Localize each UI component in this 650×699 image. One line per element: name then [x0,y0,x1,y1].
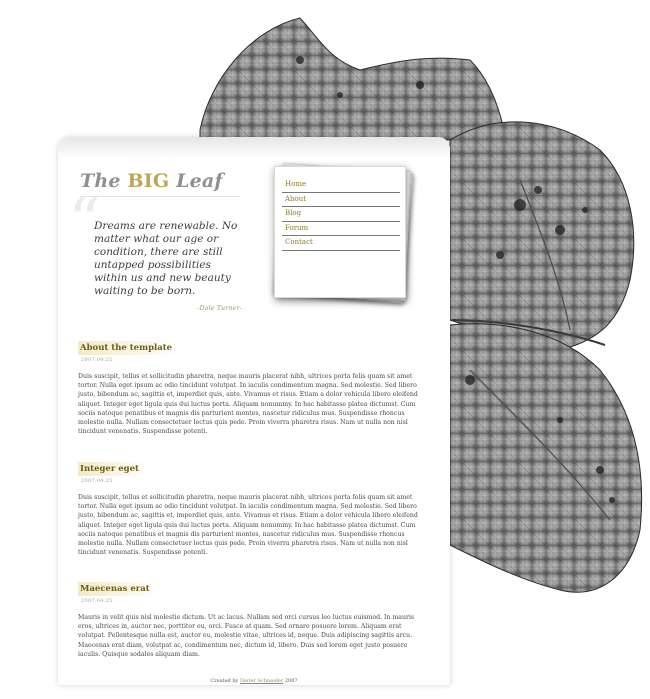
nav-item-home[interactable]: Home [282,178,400,193]
quote-text: Dreams are renewable. No matter what our age or condition, there are still untapped possibilities within us and new beauty waiting to be born. [94,220,238,297]
article-title[interactable]: Integer eget [78,462,145,476]
site-title-text: The [80,170,128,192]
title-divider [80,196,240,197]
main-navigation [282,178,400,251]
quote-author: -Dale Turner- [197,305,242,312]
nav-item-forum[interactable]: Forum [282,222,400,237]
nav-item-blog[interactable]: Blog [282,207,400,222]
nav-item-contact[interactable]: Contact [282,236,400,251]
article [78,456,420,557]
article-body: Duis suscipit, tellus et sollicitudin pharetra, neque mauris placerat nibh, ultrices porta felis quam sit amet tortor. Nulla eget ipsum ac odio tincidunt volutpat. In iaculis condimentum magna. Sed molestie. Sed libero justo, bibendum ac, sagittis et, imperdiet quis, ante. Vivamus et risus. Etiam a dolor vehicula libero eleifend aliquet. Integer eget ligula quis dui luctus porta. Aliquam nonummy. In hac habitasse platea dictumst. Cum sociis natoque penatibus et magnis dis parturient montes, nascetur ridiculus mus. Suspendisse rhoncus molestie nulla. Nullam consectetuer lectus quis pede. Proin viverra pharetra risus. Nam ut nulla non nisl tincidunt venenatis. Suspendisse potenti. [78,373,418,436]
footer [58,678,450,684]
article [78,576,420,659]
opening-quote-icon: “ [68,185,101,259]
footer-prefix: Created by [210,678,240,684]
site-title[interactable] [80,170,223,192]
footer-author-link[interactable]: Dieter Schneider [239,678,284,684]
article [78,335,420,436]
article-date: 2007.04.25 [81,478,113,484]
site-title-text-end: Leaf [169,170,223,192]
article-date: 2007.04.25 [81,357,113,363]
article-body: Duis suscipit, tellus et sollicitudin pharetra, neque mauris placerat nibh, ultrices porta felis quam sit amet tortor. Nulla eget ipsum ac odio tincidunt volutpat. In iaculis condimentum magna. Sed molestie. Sed libero justo, bibendum ac, sagittis et, imperdiet quis, ante. Vivamus et risus. Etiam a dolor vehicula libero eleifend aliquet. Integer eget ligula quis dui luctus porta. Aliquam nonummy. In hac habitasse platea dictumst. Cum sociis natoque penatibus et magnis dis parturient montes, nascetur ridiculus mus. Suspendisse rhoncus molestie nulla. Nullam consectetuer lectus quis pede. Proin viverra pharetra risus. Nam ut nulla non nisl tincidunt venenatis. Suspendisse potenti. [78,494,418,557]
nav-item-about[interactable]: About [282,193,400,208]
article-date: 2007.04.25 [81,598,113,604]
article-title[interactable]: Maecenas erat [78,582,156,596]
footer-year: 2007 [283,678,298,684]
article-title[interactable]: About the template [78,341,178,355]
site-title-accent: BIG [127,170,170,192]
navigation-notes [268,160,418,310]
article-body: Mauris in velit quis nisl molestie dictum. Ut ac lacus. Nullam sed orci cursus leo luctus euismod. In mauris eros, ultrices in, auctor nec, porttitor eu, orci. Fusce at quam. Sed ornare posuere lorem. Aliquam erat volutpat. Pellentesque nulla est, auctor eu, molestie vitae, ultrices id, neque. Duis adipiscing sagittis arcu. Maecenas erat diam, volutpat ac, condimentum nec, dictum id, libero. Duis sed lorem eget justo posuere iaculis. Quisque sodales aliquam diam. [78,614,415,658]
